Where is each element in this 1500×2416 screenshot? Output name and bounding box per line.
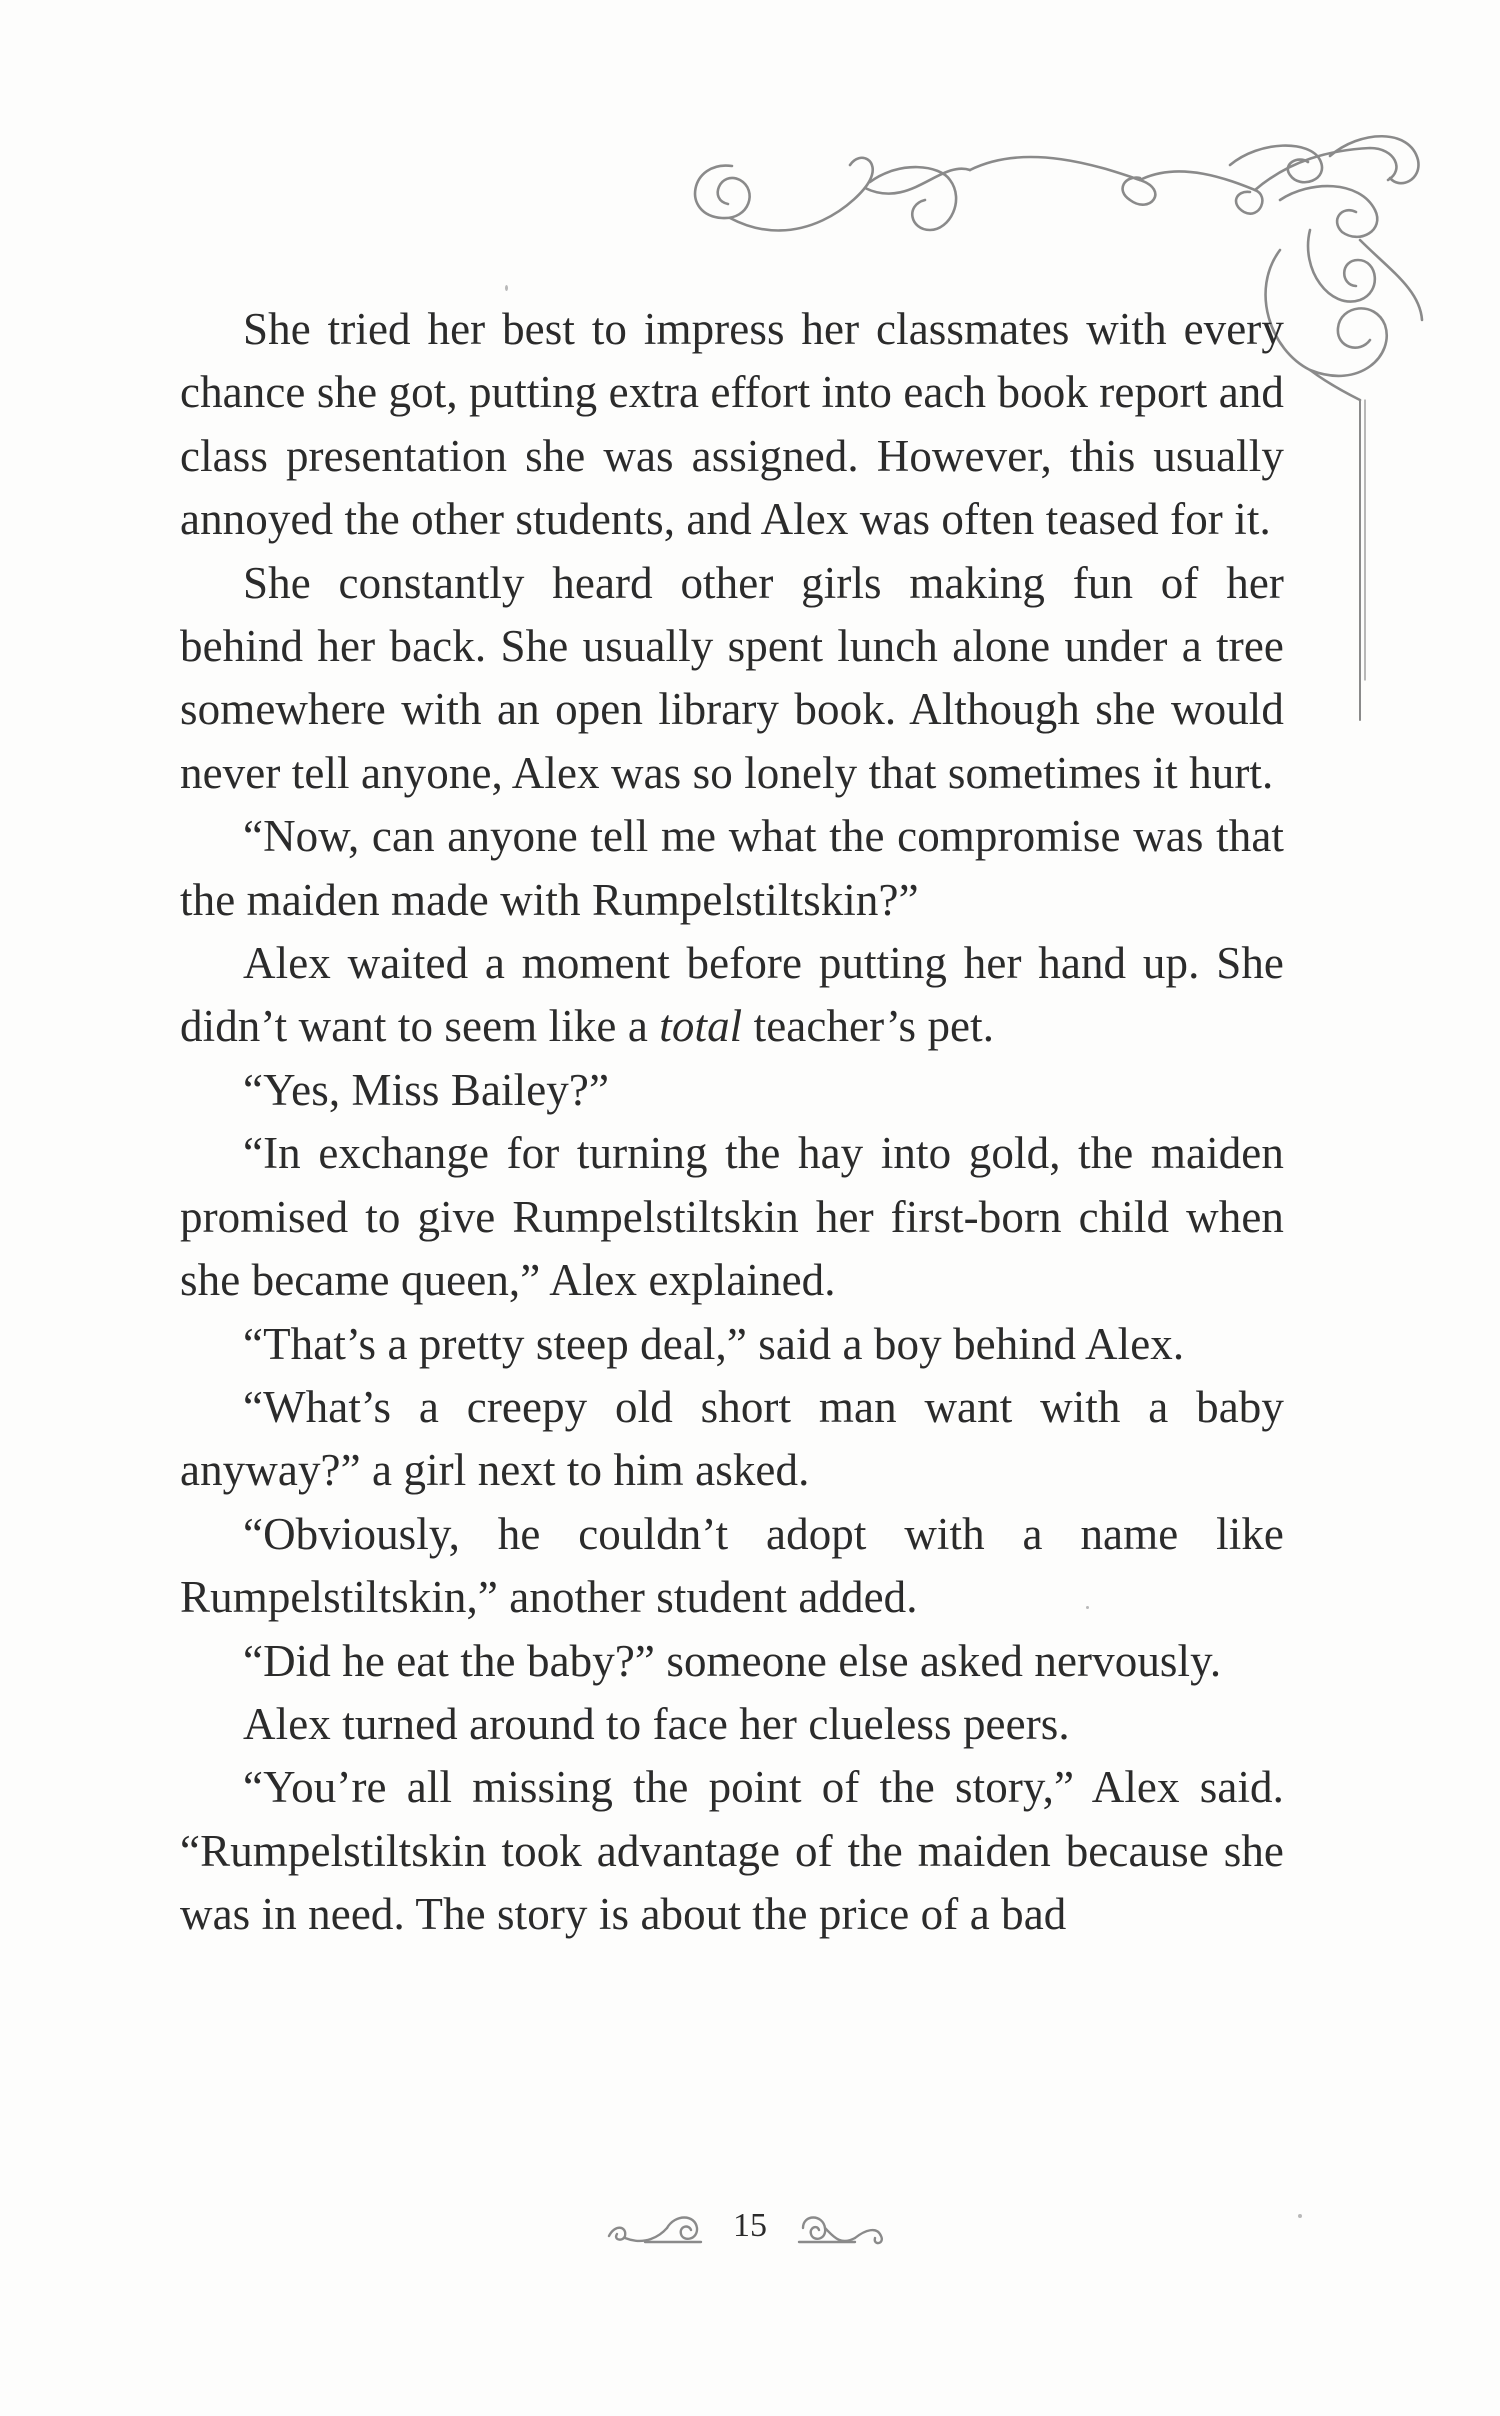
paragraph: “In exchange for turning the hay into gold, the maiden promised to give Rumpelstiltskin her first-born child when she became queen,” Alex explained. <box>180 1128 1284 1306</box>
paragraph: “That’s a pretty steep deal,” said a boy behind Alex. <box>243 1318 1185 1369</box>
text-run: Alex waited a moment before putting her hand up. She didn’t want to seem like a <box>180 938 1284 1052</box>
swirl-right-icon <box>795 2206 895 2246</box>
body-text <box>180 298 1284 1947</box>
print-speck <box>1298 2214 1302 2218</box>
paragraph: She constantly heard other girls making fun of her behind her back. She usually spent lunch alone under a tree somewhere with an open library book. Although she would never tell anyone, Alex was so lonely that sometimes it hurt. <box>180 557 1284 798</box>
print-speck <box>505 285 508 291</box>
paragraph: “Did he eat the baby?” someone else asked nervously. <box>243 1635 1222 1686</box>
paragraph: Alex turned around to face her clueless peers. <box>243 1698 1070 1749</box>
paragraph-with-emphasis <box>180 932 1284 1059</box>
paragraph: “Yes, Miss Bailey?” <box>243 1064 610 1115</box>
print-speck <box>1086 1606 1089 1609</box>
text-run: teacher’s pet. <box>742 1001 995 1052</box>
page-number: 15 <box>733 2207 767 2244</box>
paragraph: “What’s a creepy old short man want with a baby anyway?” a girl next to him asked. <box>180 1381 1284 1496</box>
paragraph: “You’re all missing the point of the story,” Alex said. “Rumpelstiltskin took advantage of the maiden because she was in need. The story is about the price of a bad <box>180 1762 1284 1940</box>
page-footer <box>580 2196 920 2256</box>
emphasis-word: total <box>659 1001 743 1052</box>
paragraph: She tried her best to impress her classmates with every chance she got, putting extra effort into each book report and class presentation she was assigned. However, this usually annoyed the other students, and Alex was often teased for it. <box>180 304 1284 545</box>
paragraph: “Obviously, he couldn’t adopt with a name like Rumpelstiltskin,” another student added. <box>180 1508 1284 1623</box>
paragraph: “Now, can anyone tell me what the compromise was that the maiden made with Rumpelstiltskin?” <box>180 811 1284 925</box>
swirl-left-icon <box>605 2206 705 2246</box>
